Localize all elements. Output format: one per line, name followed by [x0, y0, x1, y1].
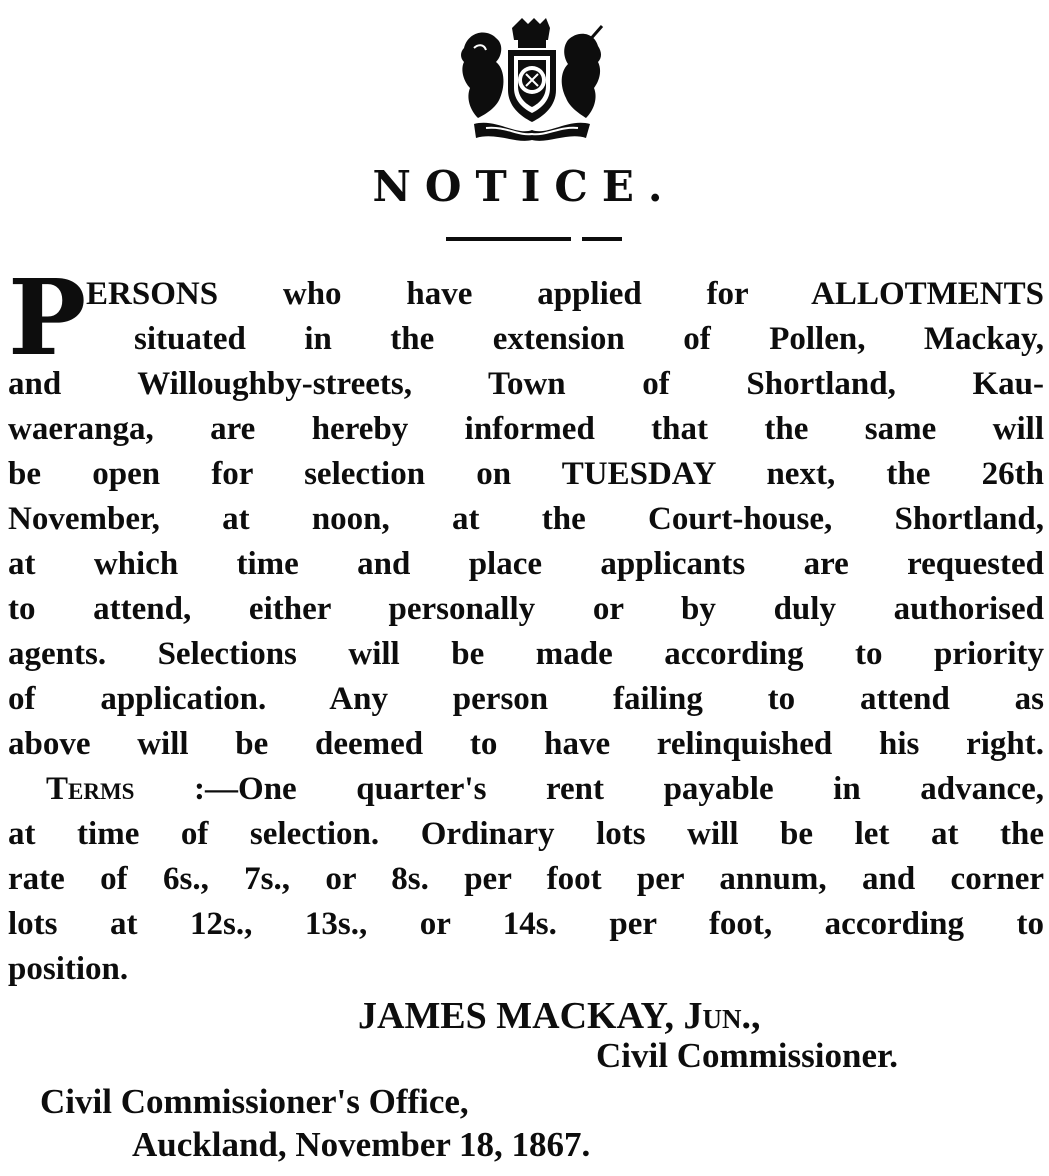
- body-line: be open for selection on TUESDAY next, the 26th: [8, 456, 1044, 492]
- signature-name: [358, 994, 761, 1038]
- body-line: ERSONS who have applied for ALLOTMENTS: [86, 276, 1044, 312]
- signature-suffix: Jun.,: [683, 995, 761, 1037]
- signature-name-text: JAMES MACKAY,: [358, 995, 684, 1037]
- signature-title: Civil Commissioner.: [596, 1036, 899, 1075]
- title-rule-long: [446, 237, 571, 241]
- body-line: waeranga, are hereby informed that the same will: [8, 411, 1044, 447]
- terms-line: [46, 767, 1044, 811]
- body-line: above will be deemed to have relinquished his right.: [8, 726, 1044, 762]
- terms-label: Terms :: [46, 771, 206, 807]
- body-line: to attend, either personally or by duly authorised: [8, 591, 1044, 627]
- body-line: of application. Any person failing to attend as: [8, 681, 1044, 717]
- body-line: at which time and place applicants are requested: [8, 546, 1044, 582]
- body-line: rate of 6s., 7s., or 8s. per foot per annum, and corner: [8, 861, 1044, 897]
- title-rule-short: [582, 237, 622, 241]
- body-line: agents. Selections will be made according to priority: [8, 636, 1044, 672]
- body-line: November, at noon, at the Court-house, Shortland,: [8, 501, 1044, 537]
- drop-cap: P: [8, 256, 87, 379]
- royal-coat-of-arms-icon: [456, 18, 606, 146]
- body-line: at time of selection. Ordinary lots will be let at the: [8, 816, 1044, 852]
- body-line: and Willoughby-streets, Town of Shortland, Kau-: [8, 366, 1044, 402]
- office-line-2: Auckland, November 18, 1867.: [132, 1125, 591, 1164]
- body-line: situated in the extension of Pollen, Mackay,: [134, 321, 1044, 357]
- notice-title: NOTICE.: [372, 162, 677, 211]
- office-line-1: Civil Commissioner's Office,: [40, 1082, 469, 1121]
- body-line: position.: [8, 951, 129, 987]
- body-line: lots at 12s., 13s., or 14s. per foot, according to: [8, 906, 1044, 942]
- terms-text: —One quarter's rent payable in advance,: [205, 771, 1044, 807]
